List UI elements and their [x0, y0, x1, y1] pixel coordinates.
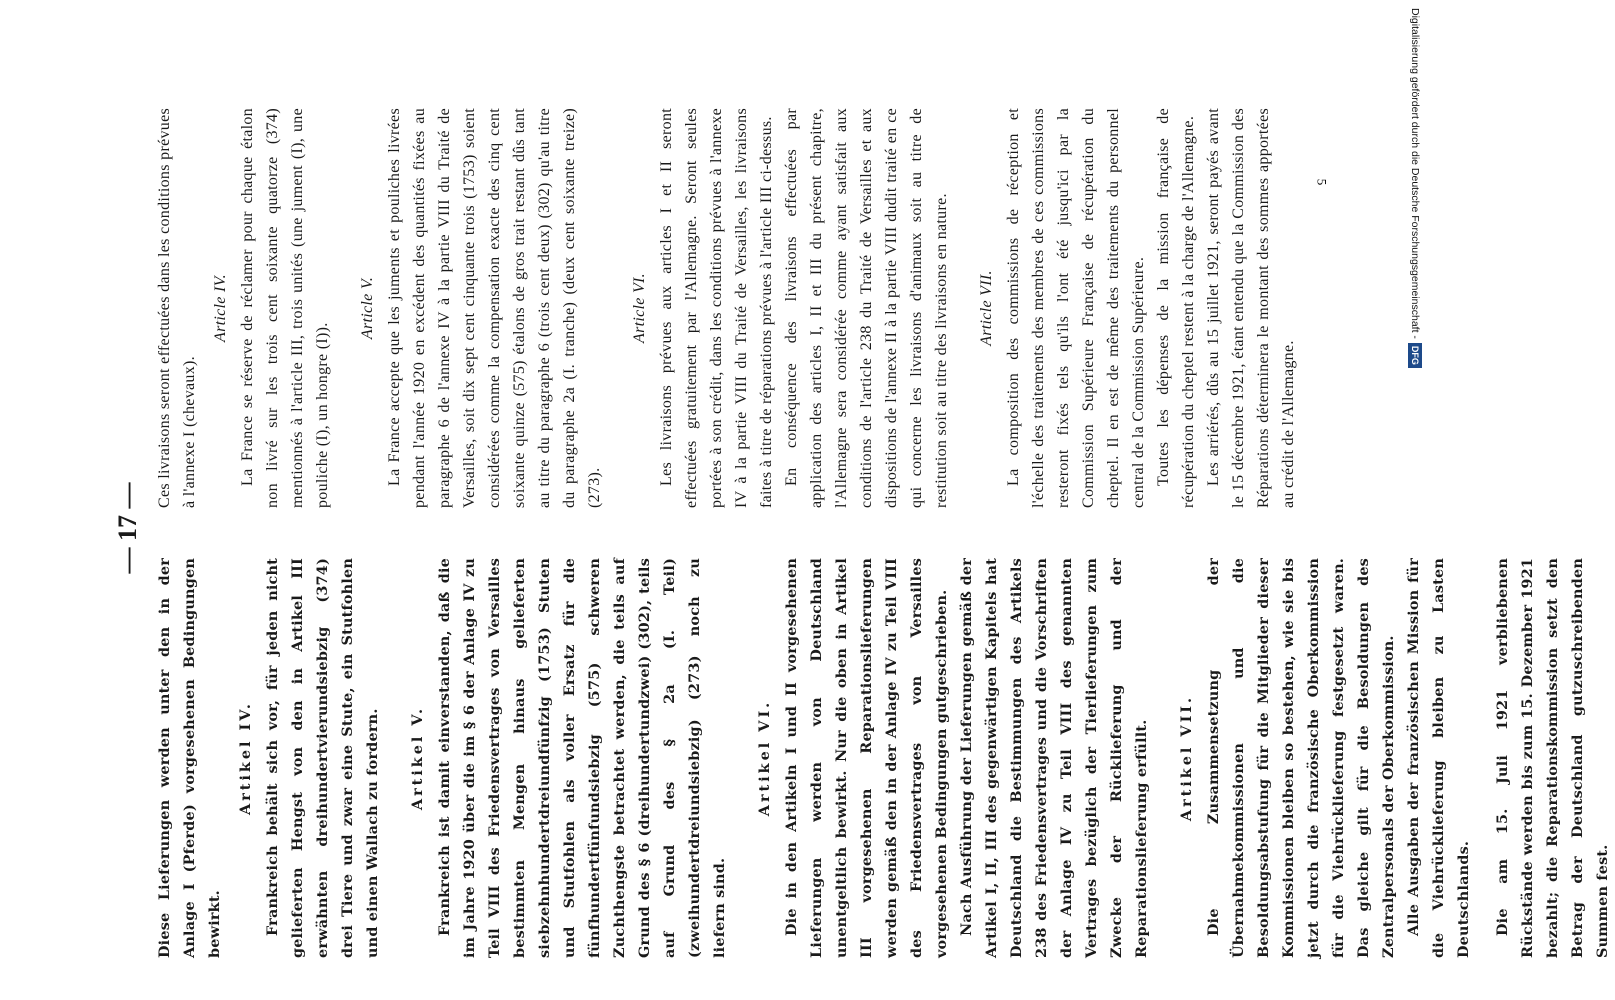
german-article-4-text: Frankreich behält sich vor, für jeden nicht gelieferten Hengst von den in Artikel III erwähnten dreihundertvierundsiebzig (374) drei Tiere und zwar eine Stute, ein Stutfohlen und einen Wallach zu fordern.: [264, 558, 381, 958]
german-article-7-text-1: Die Zusammensetzung der Übernahmekommissionen und die Besoldungsabstufung für die Mitglieder dieser Kommissionen bleiben so bestehen, wie sie bis jetzt durch die französische Oberkommission für die Viehrücklieferung festgesetzt waren. Das gleiche gilt für die Besoldungen des Zentralpersonals der Oberkommission.: [1205, 558, 1397, 958]
french-intro: Ces livraisons seront effectuées dans les conditions prévues à l'annexe I (chevaux).: [156, 108, 198, 508]
french-article-6-text-1: Les livraisons prévues aux articles I et II seront effectuées gratuitement par l'Allemagne. Seront seules portées à son crédit, dans les conditions prévues à l'annexe IV à la partie VIII du Traité de Versailles, les livraisons faites à titre de réparations prévues à l'article III ci-dessus.: [658, 108, 775, 508]
german-article-7-text-3: Die am 15. Juli 1921 verbliebenen Rückstände werden bis zum 15. Dezember 1921 bezahlt; die Reparationskommission setzt den Betrag der Deutschland gutzuschreibenden Summen fest.: [1494, 558, 1611, 958]
french-article-5-heading: Article V.: [359, 276, 376, 340]
french-article-7-text-3: Les arriérés, dûs au 15 juillet 1921, seront payés avant le 15 décembre 1921, étant entendu que la Commission des Réparations déterminera le montant des sommes apportées au crédit de l'Allemagne.: [1205, 108, 1297, 508]
german-article-6-text-2: Nach Ausführung der Lieferungen gemäß der Artikel I, II, III des gegenwärtigen Kapitels hat Deutschland die Bestimmungen des Artikels 238 des Friedensvertrages und die Vorschriften der Anlage IV zu Teil VIII des genannten Vertrages bezüglich der Tierlieferungen zum Zwecke der Rücklieferung und der Reparationslieferung erfüllt.: [958, 558, 1150, 958]
german-article-5-text: Frankreich ist damit einverstanden, daß die im Jahre 1920 über die im § 6 der Anlage IV zu Teil VIII des Friedensvertrages von Versailles bestimmten Mengen hinaus gelieferten siebzehnhundertdreiundfünfzig (1753) Stuten und Stutfohlen als voller Ersatz für die fünfhundertfünfundsiebzig (575) schweren Zuchthengste betrachtet werden, die teils auf Grund des § 6 (dreihundertundzwei) (302), teils auf Grund des § 2a (I. Teil) (zweihundertdreiundsiebzig) (273) noch zu liefern sind.: [436, 558, 728, 958]
french-article-4-text: La France se réserve de réclamer pour chaque étalon non livré sur les trois cent soixante quatorze (374) mentionnés à l'article III, trois unités (une jument (I), une pouliche (I), un hongre (I)).: [239, 108, 331, 508]
french-article-7-text-1: La composition des commissions de réception et l'échelle des traitements des membres de ces commissions resteront fixés tels qu'ils l'ont été jusqu'ici par la Commission Supérieure Française de récupération du cheptel. Il en est de même des traitements du personnel central de la Commission Supérieure.: [1005, 108, 1147, 508]
dfg-logo-badge: DFG: [1408, 343, 1422, 368]
german-article-6-heading: Artikel VI.: [756, 699, 773, 817]
french-column: [152, 108, 1301, 508]
french-article-7-text-2: Toutes les dépenses de la mission française de récupération du cheptel restent à la charge de l'Allemagne.: [1155, 108, 1197, 508]
german-article-4-heading: Artikel IV.: [237, 701, 254, 815]
german-column: [152, 558, 1615, 958]
french-article-4-heading: Article IV.: [212, 274, 229, 342]
german-article-6-text-1: Die in den Artikeln I und II vorgesehenen Lieferungen werden von Deutschland unentgeltlich bewirkt. Nur die oben in Artikel III vorgesehenen Reparationslieferungen werden gemäß den in der Anlage IV zu Teil VIII des Friedensvertrages von Versailles vorgesehenen Bedingungen gutgeschrieben.: [783, 558, 950, 958]
digitization-note-text: Digitalisierung gefördert durch die Deutsche Forschungsgemeinschaft -: [1409, 8, 1421, 339]
french-article-7-heading: Article VII.: [978, 270, 995, 346]
page-header: — 17 —: [113, 482, 142, 574]
german-article-7-heading: Artikel VII.: [1178, 694, 1195, 822]
french-article-6-text-2: En conséquence des livraisons effectuées par application des articles I, II et III du présent chapitre, l'Allemagne sera considérée comme ayant satisfait aux conditions de l'article 238 du Traité de Versailles et aux dispositions de l'annexe II à la partie VIII dudit traité en ce qui concerne les livraisons d'animaux soit au titre de restitution soit au titre des livraisons en nature.: [783, 108, 950, 508]
footer-page-number: 5: [1314, 178, 1330, 186]
german-intro: Diese Lieferungen werden unter den in der Anlage I (Pferde) vorgesehenen Bedingungen bewirkt.: [156, 558, 223, 958]
french-article-6-heading: Article VI.: [631, 273, 648, 343]
french-article-5-text: La France accepte que les juments et pouliches livrées pendant l'année 1920 en excédent des quantités fixées au paragraphe 6 de l'annexe IV à la partie VIII du Traité de Versailles, soit dix sept cent cinquante trois (1753) soient considérées comme la compensation exacte des cinq cent soixante quinze (575) étalons de gros trait restant dûs tant au titre du paragraphe 6 (trois cent deux) (302) qu'au titre du paragraphe 2a (I. tranche) (deux cent soixante treize) (273).: [386, 108, 603, 508]
digitization-note: [1404, 8, 1426, 992]
german-article-5-heading: Artikel V.: [409, 705, 426, 811]
german-article-7-text-2: Alle Ausgaben der französischen Mission für die Viehrücklieferung bleiben zu Lasten Deutschlands.: [1405, 558, 1472, 958]
